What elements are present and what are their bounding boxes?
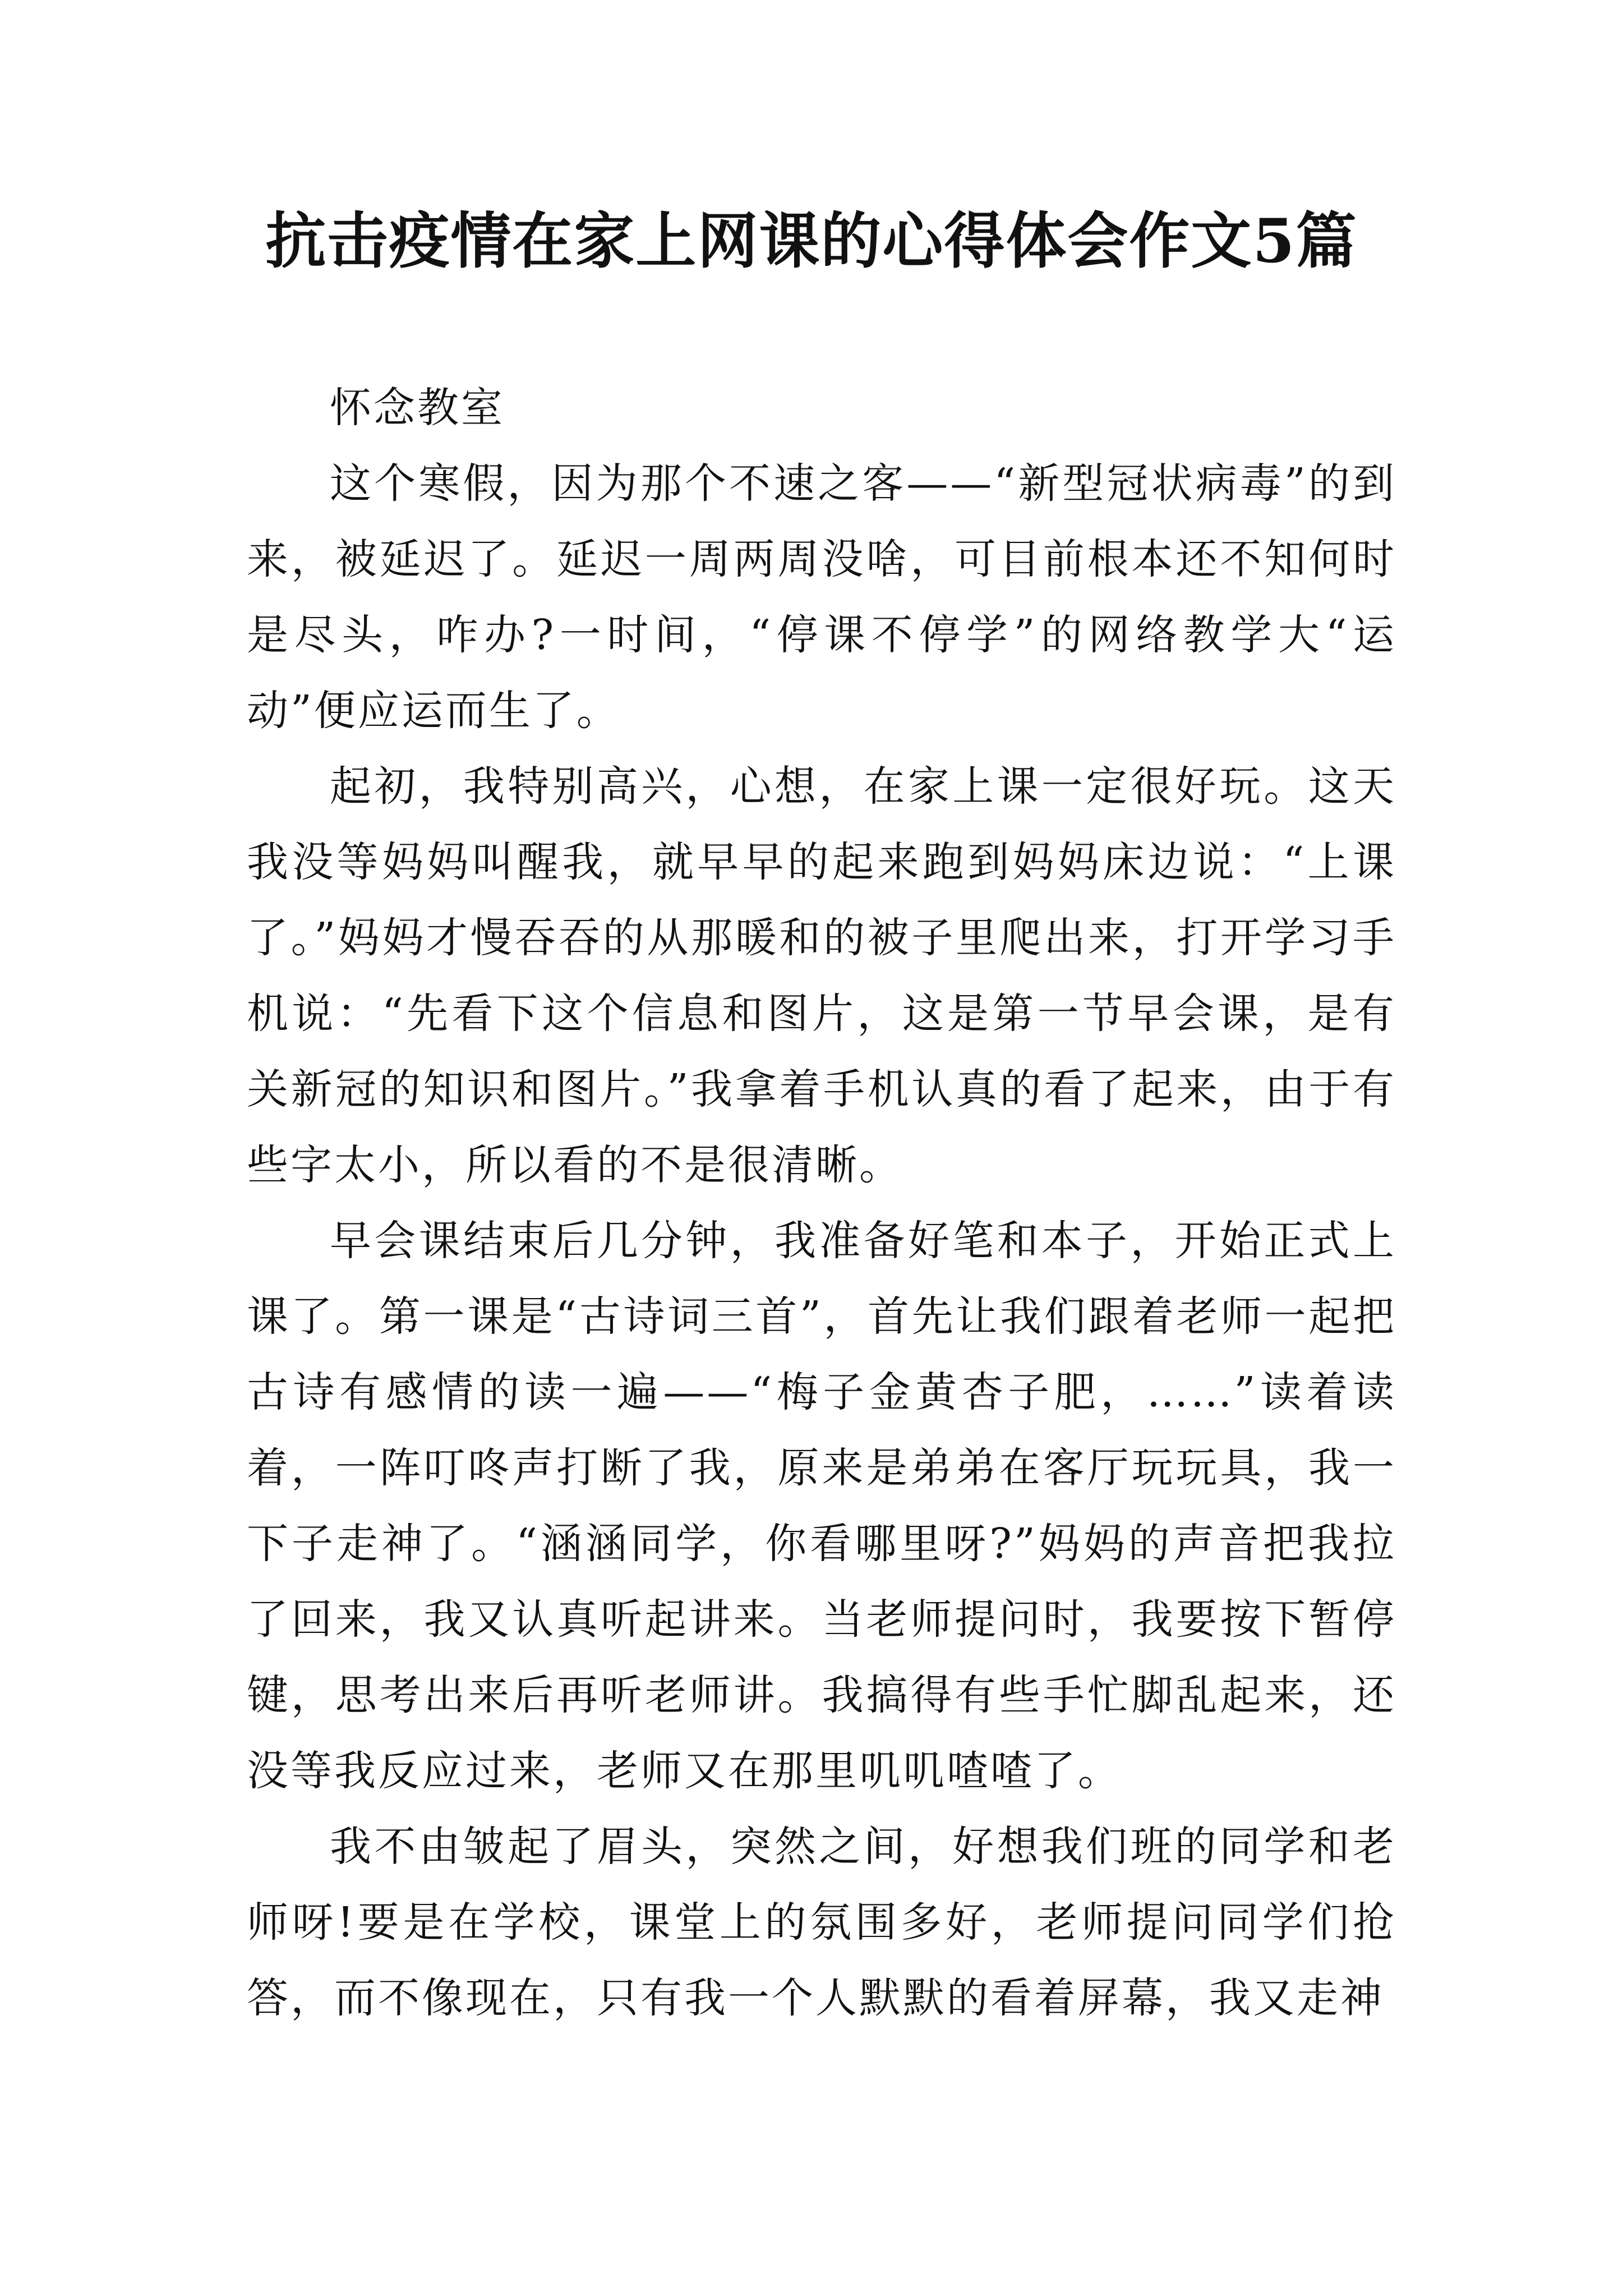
paragraph: 我不由皱起了眉头，突然之间，好想我们班的同学和老师呀!要是在学校，课堂上的氛围多好，老师提问同学们抢答，而不像现在，只有我一个人默默的看着屏幕，我又走神 [247, 1823, 1396, 2022]
document-body [247, 370, 1396, 2036]
document-title: 抗击疫情在家上网课的心得体会作文5篇 [265, 206, 1358, 277]
paragraph: 这个寒假，因为那个不速之客——“新型冠状病毒”的到来，被延迟了。延迟一周两周没啥，可目前根本还不知何时是尽头，咋办?一时间，“停课不停学”的网络教学大“运动”便应运而生了。 [247, 459, 1396, 735]
section-heading: 怀念教室 [330, 384, 505, 432]
paragraph: 早会课结束后几分钟，我准备好笔和本子，开始正式上课了。第一课是“古诗词三首”，首先让我们跟着老师一起把古诗有感情的读一遍——“梅子金黄杏子肥，……”读着读着，一阵叮咚声打断了我，原来是弟弟在客厅玩玩具，我一下子走神了。“涵涵同学，你看哪里呀?”妈妈的声音把我拉了回来，我又认真听起讲来。当老师提问时，我要按下暂停键，思考出来后再听老师讲。我搞得有些手忙脚乱起来，还没等我反应过来，老师又在那里叽叽喳喳了。 [247, 1217, 1396, 1795]
paragraph: 起初，我特别高兴，心想，在家上课一定很好玩。这天我没等妈妈叫醒我，就早早的起来跑到妈妈床边说：“上课了。”妈妈才慢吞吞的从那暖和的被子里爬出来，打开学习手机说：“先看下这个信息和图片，这是第一节早会课，是有关新冠的知识和图片。”我拿着手机认真的看了起来，由于有些字太小，所以看的不是很清晰。 [247, 762, 1396, 1189]
